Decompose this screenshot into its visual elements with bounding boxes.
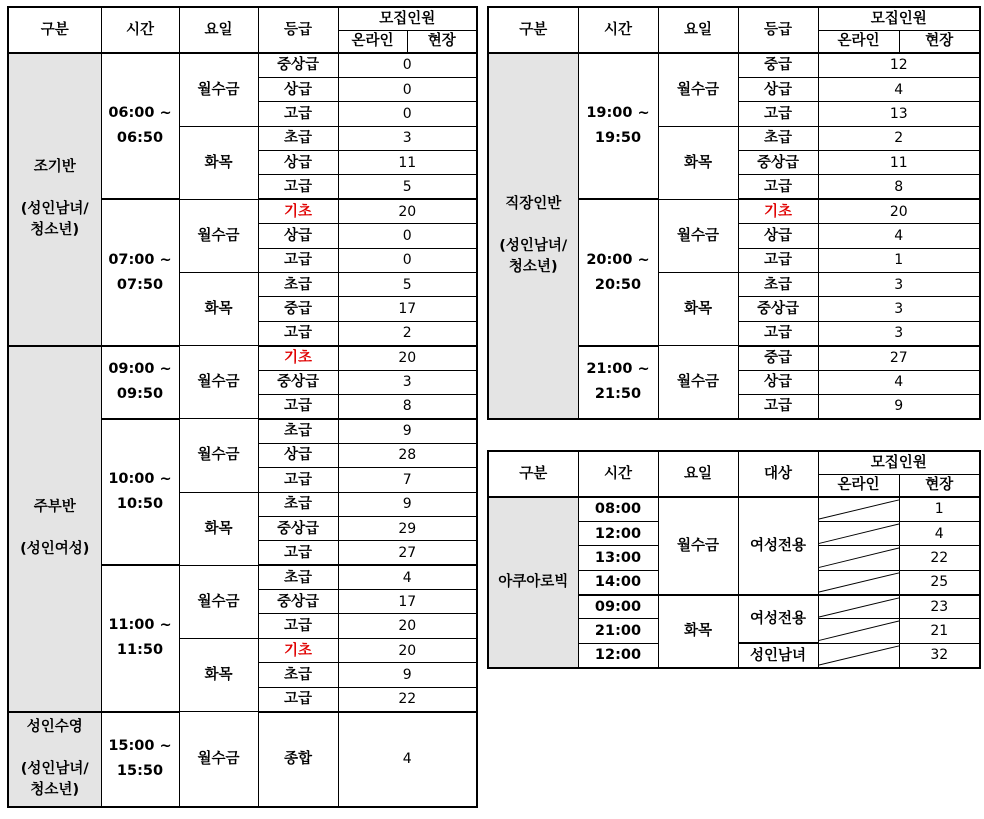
day-of-week: 월수금 (658, 346, 738, 419)
time-slot (101, 199, 179, 345)
grade-label: 기초 (738, 199, 818, 223)
text-line: 07:50 (116, 276, 164, 293)
recruit-count: 5 (338, 175, 477, 199)
grade-label: 초급 (258, 565, 338, 589)
grade-label: 초급 (258, 126, 338, 150)
diagonal-slash-icon (819, 596, 899, 619)
grade-label: 상급 (258, 151, 338, 175)
day-of-week: 화목 (658, 595, 738, 668)
header-recruit: 모집인원 (818, 7, 980, 30)
class-time: 21:00 (578, 619, 658, 643)
day-of-week: 화목 (658, 126, 738, 199)
target-group: 여성전용 (738, 497, 818, 595)
recruit-count: 9 (338, 663, 477, 687)
recruit-count: 2 (818, 126, 980, 150)
recruit-count: 0 (338, 102, 477, 126)
section-name (8, 346, 101, 712)
grade-label: 초급 (258, 492, 338, 516)
day-of-week: 화목 (658, 273, 738, 346)
recruit-count: 0 (338, 248, 477, 272)
recruit-count: 20 (338, 346, 477, 370)
header-onsite: 현장 (407, 30, 477, 53)
time-slot (101, 53, 179, 199)
recruit-count: 9 (338, 492, 477, 516)
diagonal-slash-icon (819, 619, 899, 642)
grade-label: 기초 (258, 346, 338, 370)
recruit-count: 27 (818, 346, 980, 370)
text-line: 11:00 ~ (108, 617, 172, 634)
header-day: 요일 (658, 451, 738, 497)
grade-label: 중상급 (258, 516, 338, 540)
time-slot (578, 53, 658, 199)
grade-label: 고급 (258, 541, 338, 565)
diagonal-slash-icon (819, 498, 899, 521)
text-line: 10:50 (116, 496, 164, 513)
onsite-count: 1 (899, 497, 980, 521)
grade-label: 종합 (258, 712, 338, 807)
recruit-count: 0 (338, 53, 477, 77)
target-group: 여성전용 (738, 595, 818, 644)
time-slot (578, 199, 658, 345)
recruit-count: 8 (338, 394, 477, 418)
text-line: 조기반 (33, 159, 76, 176)
diagonal-slash-icon (819, 644, 899, 667)
onsite-count: 21 (899, 619, 980, 643)
text-line: 09:50 (116, 386, 164, 403)
onsite-count: 4 (899, 521, 980, 545)
grade-label: 중급 (258, 297, 338, 321)
grade-label: 중급 (738, 346, 818, 370)
online-not-applicable (818, 595, 899, 619)
day-of-week: 화목 (179, 273, 258, 346)
recruit-count: 4 (818, 224, 980, 248)
grade-label: 고급 (258, 614, 338, 638)
onsite-count: 32 (899, 643, 980, 667)
diagonal-slash-icon (819, 571, 899, 594)
grade-label: 중상급 (258, 590, 338, 614)
online-not-applicable (818, 546, 899, 570)
text-line: 10:00 ~ (108, 471, 172, 488)
text-line: 21:50 (594, 386, 642, 403)
recruit-count: 20 (338, 638, 477, 662)
onsite-count: 22 (899, 546, 980, 570)
grade-label: 기초 (258, 638, 338, 662)
text-line: 19:00 ~ (586, 105, 650, 122)
class-time: 08:00 (578, 497, 658, 521)
text-line: 주부반 (33, 499, 76, 516)
grade-label: 상급 (258, 77, 338, 101)
text-line: 07:00 ~ (108, 251, 172, 268)
grade-label: 상급 (258, 443, 338, 467)
text-line: 직장인반 (505, 195, 562, 212)
grade-label: 상급 (258, 224, 338, 248)
grade-label: 초급 (258, 419, 338, 443)
recruit-count: 12 (818, 53, 980, 77)
grade-label: 초급 (738, 126, 818, 150)
header-category: 구분 (488, 7, 578, 53)
recruit-count: 3 (818, 273, 980, 297)
header-recruit: 모집인원 (818, 451, 980, 474)
header-recruit: 모집인원 (338, 7, 477, 30)
section-name (8, 712, 101, 807)
recruit-count: 17 (338, 590, 477, 614)
grade-label: 중상급 (738, 151, 818, 175)
text-line: 20:00 ~ (586, 251, 650, 268)
online-not-applicable (818, 521, 899, 545)
grade-label: 고급 (738, 321, 818, 345)
header-time: 시간 (101, 7, 179, 53)
time-slot (578, 346, 658, 419)
recruit-count: 28 (338, 443, 477, 467)
onsite-count: 25 (899, 570, 980, 594)
class-time: 14:00 (578, 570, 658, 594)
day-of-week: 월수금 (179, 565, 258, 638)
recruit-count: 29 (338, 516, 477, 540)
grade-label: 중상급 (738, 297, 818, 321)
day-of-week: 화목 (179, 492, 258, 565)
text-line: 06:50 (116, 130, 164, 147)
header-row (488, 7, 980, 30)
recruit-count: 5 (338, 273, 477, 297)
recruit-count: 3 (818, 297, 980, 321)
text-line: (성인남녀/ (499, 237, 568, 254)
target-group: 성인남녀 (738, 643, 818, 667)
schedule-row (8, 53, 477, 77)
grade-label: 고급 (258, 321, 338, 345)
grade-label: 고급 (258, 102, 338, 126)
grade-label: 중상급 (258, 53, 338, 77)
online-not-applicable (818, 570, 899, 594)
class-time: 12:00 (578, 521, 658, 545)
grade-label: 고급 (258, 175, 338, 199)
header-grade: 등급 (258, 7, 338, 53)
time-slot (101, 565, 179, 711)
recruit-count: 3 (818, 321, 980, 345)
online-not-applicable (818, 497, 899, 521)
schedule-row (8, 346, 477, 370)
text-line: (성인남녀/ (20, 201, 89, 218)
schedule-row (488, 53, 980, 77)
recruit-count: 20 (338, 614, 477, 638)
header-onsite: 현장 (899, 474, 980, 497)
recruit-count: 9 (818, 394, 980, 418)
grade-label: 고급 (738, 248, 818, 272)
recruit-count: 17 (338, 297, 477, 321)
header-online: 온라인 (818, 30, 899, 53)
day-of-week: 월수금 (179, 346, 258, 419)
text-line: 21:00 ~ (586, 361, 650, 378)
header-row (488, 451, 980, 474)
recruit-count: 11 (338, 151, 477, 175)
text-line: 성인수영 (26, 719, 83, 736)
grade-label: 중급 (738, 53, 818, 77)
recruit-count: 8 (818, 175, 980, 199)
day-of-week: 월수금 (658, 199, 738, 272)
aquarobics-row (488, 497, 980, 521)
grade-label: 상급 (738, 77, 818, 101)
time-slot (101, 712, 179, 807)
day-of-week: 월수금 (179, 199, 258, 272)
header-grade: 등급 (738, 7, 818, 53)
recruit-count: 13 (818, 102, 980, 126)
grade-label: 고급 (738, 394, 818, 418)
day-of-week: 월수금 (179, 419, 258, 492)
grade-label: 고급 (258, 687, 338, 711)
time-slot (101, 346, 179, 419)
recruit-count: 20 (338, 199, 477, 223)
class-time: 12:00 (578, 643, 658, 667)
grade-label: 기초 (258, 199, 338, 223)
recruit-count: 2 (338, 321, 477, 345)
grade-label: 고급 (258, 468, 338, 492)
schedule-table-evening (487, 6, 981, 420)
header-day: 요일 (658, 7, 738, 53)
recruit-count: 0 (338, 77, 477, 101)
text-line: (성인남녀/ (20, 761, 89, 778)
text-line: 09:00 ~ (108, 361, 172, 378)
recruit-count: 3 (338, 126, 477, 150)
text-line: 청소년) (30, 222, 80, 239)
schedule-table-morning-day (7, 6, 478, 808)
recruit-count: 22 (338, 687, 477, 711)
day-of-week: 월수금 (658, 497, 738, 595)
recruit-count: 4 (818, 370, 980, 394)
grade-label: 초급 (258, 663, 338, 687)
text-line: 15:50 (116, 763, 164, 780)
section-name (488, 53, 578, 419)
header-time: 시간 (578, 7, 658, 53)
diagonal-slash-icon (819, 546, 899, 569)
recruit-count: 4 (818, 77, 980, 101)
day-of-week: 월수금 (658, 53, 738, 126)
section-name: 아쿠아로빅 (488, 497, 578, 668)
onsite-count: 23 (899, 595, 980, 619)
text-line: 06:00 ~ (108, 105, 172, 122)
recruit-count: 20 (818, 199, 980, 223)
day-of-week: 월수금 (179, 712, 258, 807)
grade-label: 고급 (258, 394, 338, 418)
header-online: 온라인 (338, 30, 407, 53)
schedule-row (8, 712, 477, 807)
text-line: 11:50 (116, 642, 164, 659)
text-line: 15:00 ~ (108, 738, 172, 755)
header-category: 구분 (488, 451, 578, 497)
recruit-count: 0 (338, 224, 477, 248)
time-slot (101, 419, 179, 565)
day-of-week: 월수금 (179, 53, 258, 126)
class-time: 13:00 (578, 546, 658, 570)
header-day: 요일 (179, 7, 258, 53)
online-not-applicable (818, 619, 899, 643)
schedule-table-aquarobics (487, 450, 981, 669)
recruit-count: 11 (818, 151, 980, 175)
recruit-count: 4 (338, 712, 477, 807)
day-of-week: 화목 (179, 638, 258, 711)
grade-label: 고급 (738, 102, 818, 126)
text-line: 청소년) (30, 782, 80, 799)
online-not-applicable (818, 643, 899, 667)
recruit-count: 9 (338, 419, 477, 443)
grade-label: 초급 (738, 273, 818, 297)
grade-label: 고급 (738, 175, 818, 199)
grade-label: 초급 (258, 273, 338, 297)
grade-label: 상급 (738, 224, 818, 248)
header-onsite: 현장 (899, 30, 980, 53)
recruit-count: 1 (818, 248, 980, 272)
text-line: 20:50 (594, 276, 642, 293)
grade-label: 고급 (258, 248, 338, 272)
recruit-count: 7 (338, 468, 477, 492)
class-time: 09:00 (578, 595, 658, 619)
recruit-count: 27 (338, 541, 477, 565)
grade-label: 중상급 (258, 370, 338, 394)
text-line: (성인여성) (20, 541, 90, 558)
header-time: 시간 (578, 451, 658, 497)
day-of-week: 화목 (179, 126, 258, 199)
header-row (8, 7, 477, 30)
section-name (8, 53, 101, 346)
recruit-count: 3 (338, 370, 477, 394)
diagonal-slash-icon (819, 522, 899, 545)
header-target: 대상 (738, 451, 818, 497)
recruit-count: 4 (338, 565, 477, 589)
grade-label: 상급 (738, 370, 818, 394)
header-category: 구분 (8, 7, 101, 53)
text-line: 청소년) (508, 258, 558, 275)
text-line: 19:50 (594, 130, 642, 147)
header-online: 온라인 (818, 474, 899, 497)
